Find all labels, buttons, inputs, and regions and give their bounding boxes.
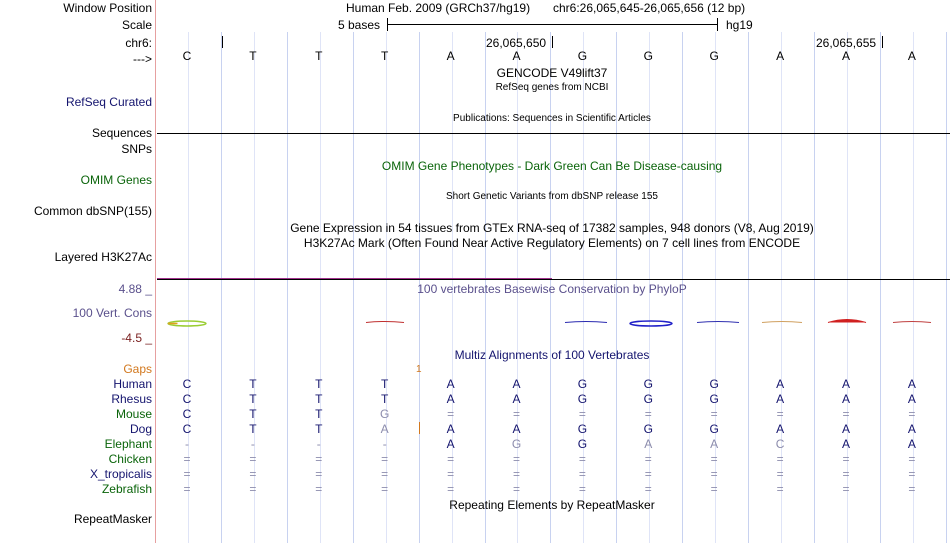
sequences-track-label[interactable]: Sequences (91, 126, 152, 140)
alignment-base: T (315, 407, 323, 421)
alignment-base: = (644, 452, 652, 466)
alignment-base: T (315, 377, 323, 391)
alignment-base: = (644, 467, 652, 481)
alignment-base: T (249, 377, 257, 391)
alignment-base: = (183, 482, 191, 496)
snps-track-label[interactable]: SNPs (121, 142, 152, 156)
alignment-base: = (710, 407, 718, 421)
alignment-base: = (381, 467, 389, 481)
alignment-base: = (908, 482, 916, 496)
ruler-base: A (841, 49, 850, 63)
gtex-track-title[interactable]: Gene Expression in 54 tissues from GTEx RNA-seq of 17382 samples, 948 donors (V8, Aug 2019) (290, 221, 814, 235)
alignment-base: G (577, 422, 588, 436)
ruler-base: C (182, 49, 192, 63)
alignment-base: T (381, 392, 389, 406)
alignment-base: A (841, 377, 850, 391)
alignment-base: = (842, 407, 850, 421)
alignment-base: - (185, 437, 189, 451)
alignment-base: = (447, 407, 455, 421)
species-label-rhesus[interactable]: Rhesus (111, 392, 152, 406)
alignment-base: = (381, 452, 389, 466)
alignment-base: - (382, 437, 387, 451)
alignment-base: T (249, 422, 257, 436)
alignment-base: C (182, 377, 192, 391)
ruler-base: G (577, 49, 588, 63)
gap-count: 1 (416, 364, 422, 375)
alignment-base: A (644, 437, 653, 451)
alignment-base: = (908, 407, 916, 421)
alignment-base: = (512, 482, 520, 496)
alignment-base: = (249, 467, 257, 481)
alignment-base: - (250, 437, 255, 451)
scale-db: hg19 (726, 18, 753, 32)
alignment-base: A (446, 422, 455, 436)
alignment-base: = (447, 467, 455, 481)
alignment-base: = (512, 407, 520, 421)
scale-bases: 5 bases (338, 18, 381, 32)
alignment-base: G (643, 422, 653, 436)
ruler-base: T (249, 49, 257, 63)
alignment-base: A (512, 392, 521, 406)
strand-label: ---> (133, 52, 152, 66)
alignment-base: = (776, 467, 784, 481)
cons-min-label: -4.5 _ (121, 331, 152, 345)
alignment-base: = (578, 452, 586, 466)
alignment-base: A (512, 377, 521, 391)
alignment-base: T (315, 392, 323, 406)
alignment-base: = (578, 482, 586, 496)
refseq-track-subtitle: RefSeq genes from NCBI (495, 82, 609, 93)
h3k27-track-label[interactable]: Layered H3K27Ac (54, 250, 152, 264)
dbsnp-track-label[interactable]: Common dbSNP(155) (33, 204, 152, 218)
alignment-base: = (183, 452, 191, 466)
omim-track-label[interactable]: OMIM Genes (80, 173, 152, 187)
ruler-base: T (315, 49, 323, 63)
alignment-base: = (447, 452, 455, 466)
window-position: chr6:26,065,645-26,065,656 (12 bp) (553, 1, 746, 15)
alignment-base: = (249, 482, 257, 496)
alignment-base: T (249, 407, 257, 421)
h3k27-track-title[interactable]: H3K27Ac Mark (Often Found Near Active Regulatory Elements) on 7 cell lines from ENCODE (303, 236, 801, 250)
species-label-chicken[interactable]: Chicken (108, 452, 152, 466)
ruler-base: A (907, 49, 916, 63)
scale-label: Scale (121, 18, 152, 32)
alignment-base: = (776, 407, 784, 421)
alignment-base: A (446, 392, 455, 406)
alignment-base: G (577, 377, 588, 391)
alignment-base: A (841, 392, 850, 406)
species-label-x-tropicalis[interactable]: X_tropicalis (89, 467, 152, 481)
alignment-base: = (776, 482, 784, 496)
species-label-human[interactable]: Human (113, 377, 152, 391)
alignment-base: G (380, 407, 390, 421)
alignment-base: G (709, 392, 719, 406)
alignment-base: = (381, 482, 389, 496)
alignment-base: = (315, 452, 323, 466)
alignment-base: A (907, 377, 916, 391)
chrom-label: chr6: (125, 36, 152, 50)
publications-track-title[interactable]: Publications: Sequences in Scientific Articles (453, 113, 651, 124)
alignment-base: G (709, 377, 719, 391)
alignment-base: - (316, 437, 321, 451)
alignment-base: = (842, 467, 850, 481)
alignment-base: T (315, 422, 323, 436)
alignment-base: A (776, 392, 785, 406)
alignment-base: = (578, 407, 586, 421)
ruler-base: T (381, 49, 389, 63)
alignment-base: C (775, 437, 785, 451)
alignment-base: A (446, 377, 455, 391)
alignment-base: A (907, 392, 916, 406)
alignment-base: A (380, 422, 389, 436)
species-label-elephant[interactable]: Elephant (104, 437, 152, 451)
ruler-base: A (512, 49, 521, 63)
conservation-glyph (366, 322, 404, 323)
alignment-base: G (643, 392, 653, 406)
coordinate-1: 26,065,650 (486, 36, 547, 50)
gaps-track-label[interactable]: Gaps (123, 362, 152, 376)
alignment-base: = (644, 407, 652, 421)
alignment-base: G (511, 437, 522, 451)
ruler-base: G (709, 49, 719, 63)
alignment-base: A (907, 437, 916, 451)
alignment-base: = (578, 467, 586, 481)
alignment-base: = (710, 467, 718, 481)
alignment-base: = (908, 452, 916, 466)
alignment-base: = (908, 467, 916, 481)
phylop-track-title[interactable]: 100 vertebrates Basewise Conservation by PhyloP (417, 282, 687, 296)
alignment-base: = (512, 467, 520, 481)
alignment-base: A (776, 377, 785, 391)
alignment-base: = (447, 482, 455, 496)
alignment-base: = (776, 452, 784, 466)
alignment-base: A (841, 437, 850, 451)
ruler-base: A (446, 49, 455, 63)
conservation-glyph (697, 322, 739, 323)
conservation-glyph (828, 320, 866, 323)
alignment-base: A (776, 422, 785, 436)
alignment-base: = (842, 452, 850, 466)
window-position-label: Window Position (63, 1, 152, 15)
alignment-base: G (577, 392, 588, 406)
refseq-track-label[interactable]: RefSeq Curated (65, 95, 152, 109)
alignment-base: = (183, 467, 191, 481)
cons-max-label: 4.88 _ (118, 282, 152, 296)
alignment-base: T (381, 377, 389, 391)
alignment-base: A (907, 422, 916, 436)
alignment-base: = (710, 452, 718, 466)
alignment-base: = (315, 482, 323, 496)
conservation-glyph (565, 322, 607, 323)
alignment-base: A (710, 437, 719, 451)
cons-track-label[interactable]: 100 Vert. Cons (72, 306, 152, 320)
conservation-glyph (630, 321, 672, 326)
alignment-base: A (512, 422, 521, 436)
multiz-track-title[interactable]: Multiz Alignments of 100 Vertebrates (454, 348, 650, 362)
alignment-base: = (512, 452, 520, 466)
repeatmasker-track-title[interactable]: Repeating Elements by RepeatMasker (449, 498, 655, 512)
alignment-base: C (182, 422, 192, 436)
repeatmasker-track-label[interactable]: RepeatMasker (73, 512, 152, 526)
alignment-base: = (249, 452, 257, 466)
alignment-base: G (643, 377, 653, 391)
conservation-glyph (893, 322, 931, 323)
alignment-base: C (182, 407, 192, 421)
assembly-name: Human Feb. 2009 (GRCh37/hg19) (346, 1, 531, 15)
gencode-track-title[interactable]: GENCODE V49lift37 (496, 66, 608, 80)
alignment-base: = (842, 482, 850, 496)
ruler-base: G (643, 49, 653, 63)
species-label-zebrafish[interactable]: Zebrafish (101, 482, 152, 496)
omim-phenotypes-title[interactable]: OMIM Gene Phenotypes - Dark Green Can Be Disease-causing (381, 159, 723, 173)
alignment-base: T (249, 392, 257, 406)
alignment-base: G (709, 422, 719, 436)
ruler-base: A (776, 49, 785, 63)
alignment-base: = (710, 482, 718, 496)
alignment-base: = (644, 482, 652, 496)
alignment-base: A (446, 437, 455, 451)
species-label-dog[interactable]: Dog (129, 422, 152, 436)
dbsnp-track-subtitle: Short Genetic Variants from dbSNP release 155 (446, 191, 658, 202)
coordinate-2: 26,065,655 (816, 36, 877, 50)
alignment-base: G (577, 437, 588, 451)
alignment-base: C (182, 392, 192, 406)
alignment-base: = (315, 467, 323, 481)
alignment-base: A (841, 422, 850, 436)
species-label-mouse[interactable]: Mouse (115, 407, 152, 421)
